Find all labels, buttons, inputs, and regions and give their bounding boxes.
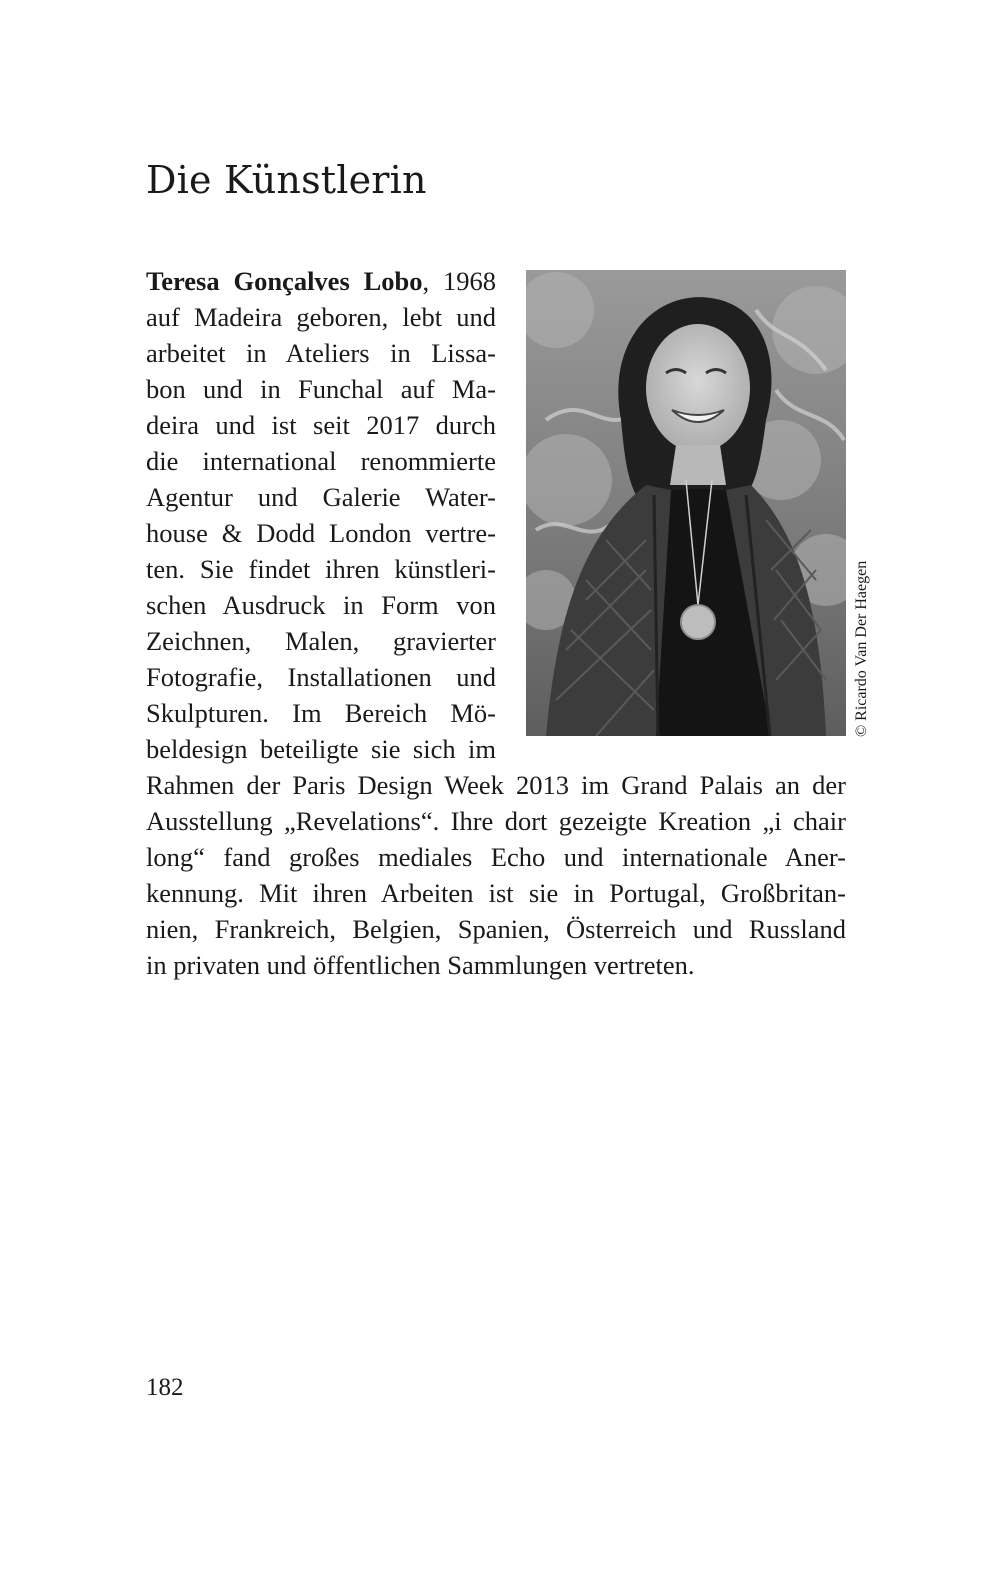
artist-name: Teresa Gonçalves Lobo (146, 266, 423, 296)
artist-portrait-photo (526, 270, 846, 736)
bio-line: house & Dodd London vertre- (146, 518, 496, 548)
photo-credit: © Ricardo Van Der Haegen (853, 560, 870, 737)
page-number: 182 (146, 1374, 184, 1401)
bio-line: nien, Frankreich, Belgien, Spanien, Österreich und Russland (146, 914, 846, 944)
bio-line: Rahmen der Paris Design Week 2013 im Grand Palais an der (146, 770, 846, 800)
bio-line: auf Madeira geboren, lebt und (146, 302, 496, 332)
bio-line: Teresa Gonçalves Lobo, 1968 (146, 266, 497, 296)
bio-line: kennung. Mit ihren Arbeiten ist sie in Portugal, Großbritan- (146, 878, 846, 908)
bio-line: Fotografie, Installationen und (146, 662, 496, 692)
bio-line: Skulpturen. Im Bereich Mö- (146, 698, 496, 728)
bio-line: arbeitet in Ateliers in Lissa- (146, 338, 496, 368)
bio-line: in privaten und öffentlichen Sammlungen vertreten. (146, 950, 695, 980)
page-title: Die Künstlerin (146, 158, 427, 202)
bio-line: beldesign beteiligte sie sich im (146, 734, 496, 764)
bio-line: deira und ist seit 2017 durch (146, 410, 496, 440)
bio-line: bon und in Funchal auf Ma- (146, 374, 496, 404)
bio-line: die international renommierte (146, 446, 496, 476)
bio-line: schen Ausdruck in Form von (146, 590, 496, 620)
bio-line: Zeichnen, Malen, gravierter (146, 626, 496, 656)
bio-line: ten. Sie findet ihren künstleri- (146, 554, 496, 584)
bio-line: Ausstellung „Revelations“. Ihre dort gezeigte Kreation „i chair (146, 806, 846, 836)
bio-line: Agentur und Galerie Water- (146, 482, 496, 512)
bio-line: long“ fand großes mediales Echo und internationale Aner- (146, 842, 846, 872)
